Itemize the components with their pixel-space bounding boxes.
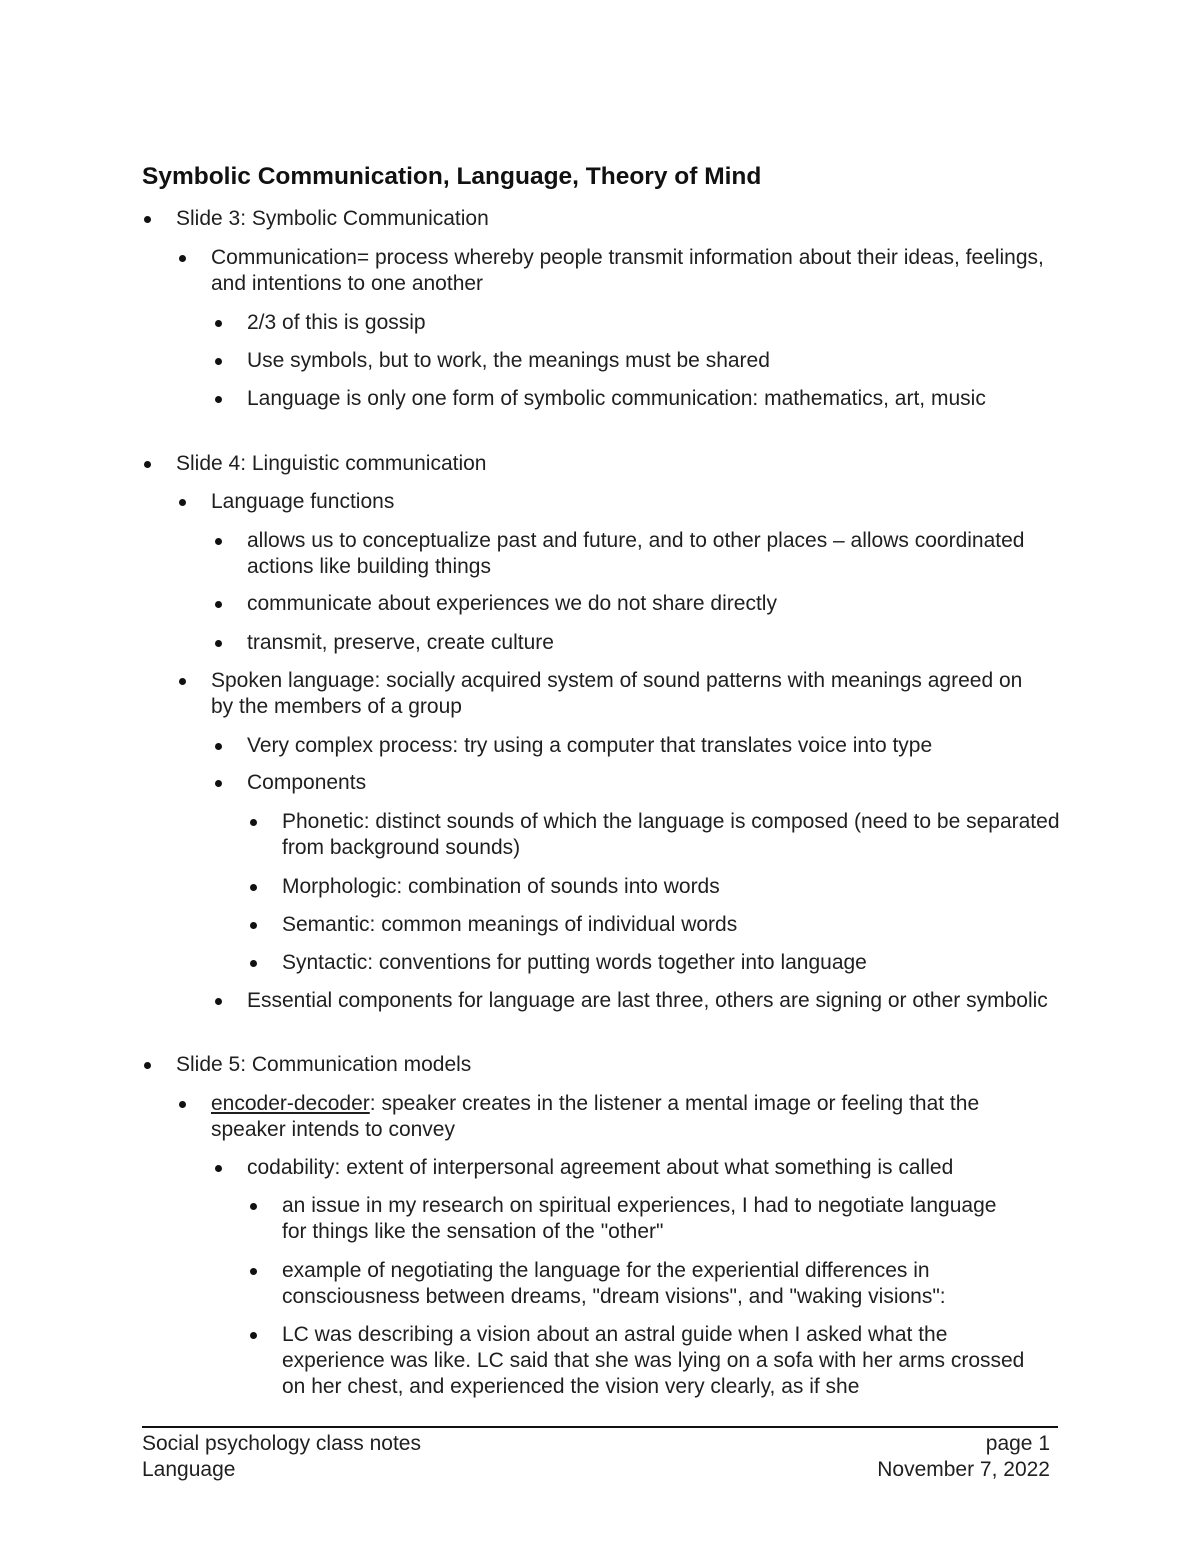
bullet-icon — [250, 819, 257, 826]
list-item: Semantic: common meanings of individual words — [282, 912, 1062, 938]
footer-divider — [142, 1426, 1058, 1428]
list-item: Essential components for language are last three, others are signing or other symbolic — [247, 988, 1067, 1014]
bullet-icon — [250, 922, 257, 929]
list-item: Very complex process: try using a computer that translates voice into type — [247, 733, 1047, 759]
list-item: encoder-decoder: speaker creates in the listener a mental image or feeling that the speaker intends to convey — [211, 1091, 1051, 1143]
bullet-icon — [179, 1101, 186, 1108]
bullet-icon — [144, 1062, 151, 1069]
bullet-icon — [215, 320, 222, 327]
bullet-icon — [144, 461, 151, 468]
list-item: Syntactic: conventions for putting words together into language — [282, 950, 1062, 976]
list-item: Language is only one form of symbolic communication: mathematics, art, music — [247, 386, 1027, 412]
bullet-icon — [215, 396, 222, 403]
bullet-icon — [215, 1165, 222, 1172]
list-item: Use symbols, but to work, the meanings must be shared — [247, 348, 1047, 374]
bullet-icon — [250, 884, 257, 891]
bullet-icon — [250, 1203, 257, 1210]
list-item: communicate about experiences we do not share directly — [247, 591, 1047, 617]
list-item: codability: extent of interpersonal agreement about what something is called — [247, 1155, 1057, 1181]
bullet-icon — [215, 358, 222, 365]
list-item: Phonetic: distinct sounds of which the language is composed (need to be separated from background sounds) — [282, 809, 1062, 861]
bullet-icon — [250, 1268, 257, 1275]
bullet-icon — [215, 998, 222, 1005]
bullet-icon — [215, 743, 222, 750]
list-item: allows us to conceptualize past and future, and to other places – allows coordinated actions like building things — [247, 528, 1027, 580]
list-item: LC was describing a vision about an astral guide when I asked what the experience was like. LC said that she was lying on a sofa with her arms crossed on her chest, and experienced the vision very clearly, as if she — [282, 1322, 1042, 1400]
list-item: example of negotiating the language for the experiential differences in consciousness between dreams, "dream visions", and "waking visions": — [282, 1258, 1042, 1310]
list-item: 2/3 of this is gossip — [247, 310, 1047, 336]
bullet-icon — [250, 1332, 257, 1339]
list-item: Language functions — [211, 489, 1071, 515]
bullet-icon — [215, 640, 222, 647]
bullet-icon — [215, 538, 222, 545]
bullet-icon — [144, 216, 151, 223]
list-item: Components — [247, 770, 1047, 796]
list-item: Slide 4: Linguistic communication — [176, 451, 1036, 477]
bullet-icon — [250, 960, 257, 967]
encoder-decoder-term: encoder-decoder — [211, 1092, 370, 1115]
list-item: transmit, preserve, create culture — [247, 630, 1047, 656]
bullet-icon — [179, 678, 186, 685]
list-item: Morphologic: combination of sounds into words — [282, 874, 1062, 900]
footer-page-number: page 1 — [985, 1432, 1050, 1455]
list-item: Spoken language: socially acquired system of sound patterns with meanings agreed on by the members of a group — [211, 668, 1041, 720]
footer-topic: Language — [142, 1458, 236, 1481]
list-item: Slide 5: Communication models — [176, 1052, 1036, 1078]
bullet-icon — [215, 601, 222, 608]
bullet-icon — [179, 255, 186, 262]
bullet-icon — [215, 780, 222, 787]
page-title: Symbolic Communication, Language, Theory of Mind — [142, 163, 762, 190]
footer-course: Social psychology class notes — [142, 1432, 421, 1455]
list-item: an issue in my research on spiritual experiences, I had to negotiate language for things like the sensation of the "other" — [282, 1193, 1002, 1245]
list-item: Slide 3: Symbolic Communication — [176, 206, 1036, 232]
bullet-icon — [179, 499, 186, 506]
list-item: Communication= process whereby people transmit information about their ideas, feelings, and intentions to one another — [211, 245, 1071, 297]
footer-date: November 7, 2022 — [877, 1458, 1050, 1481]
